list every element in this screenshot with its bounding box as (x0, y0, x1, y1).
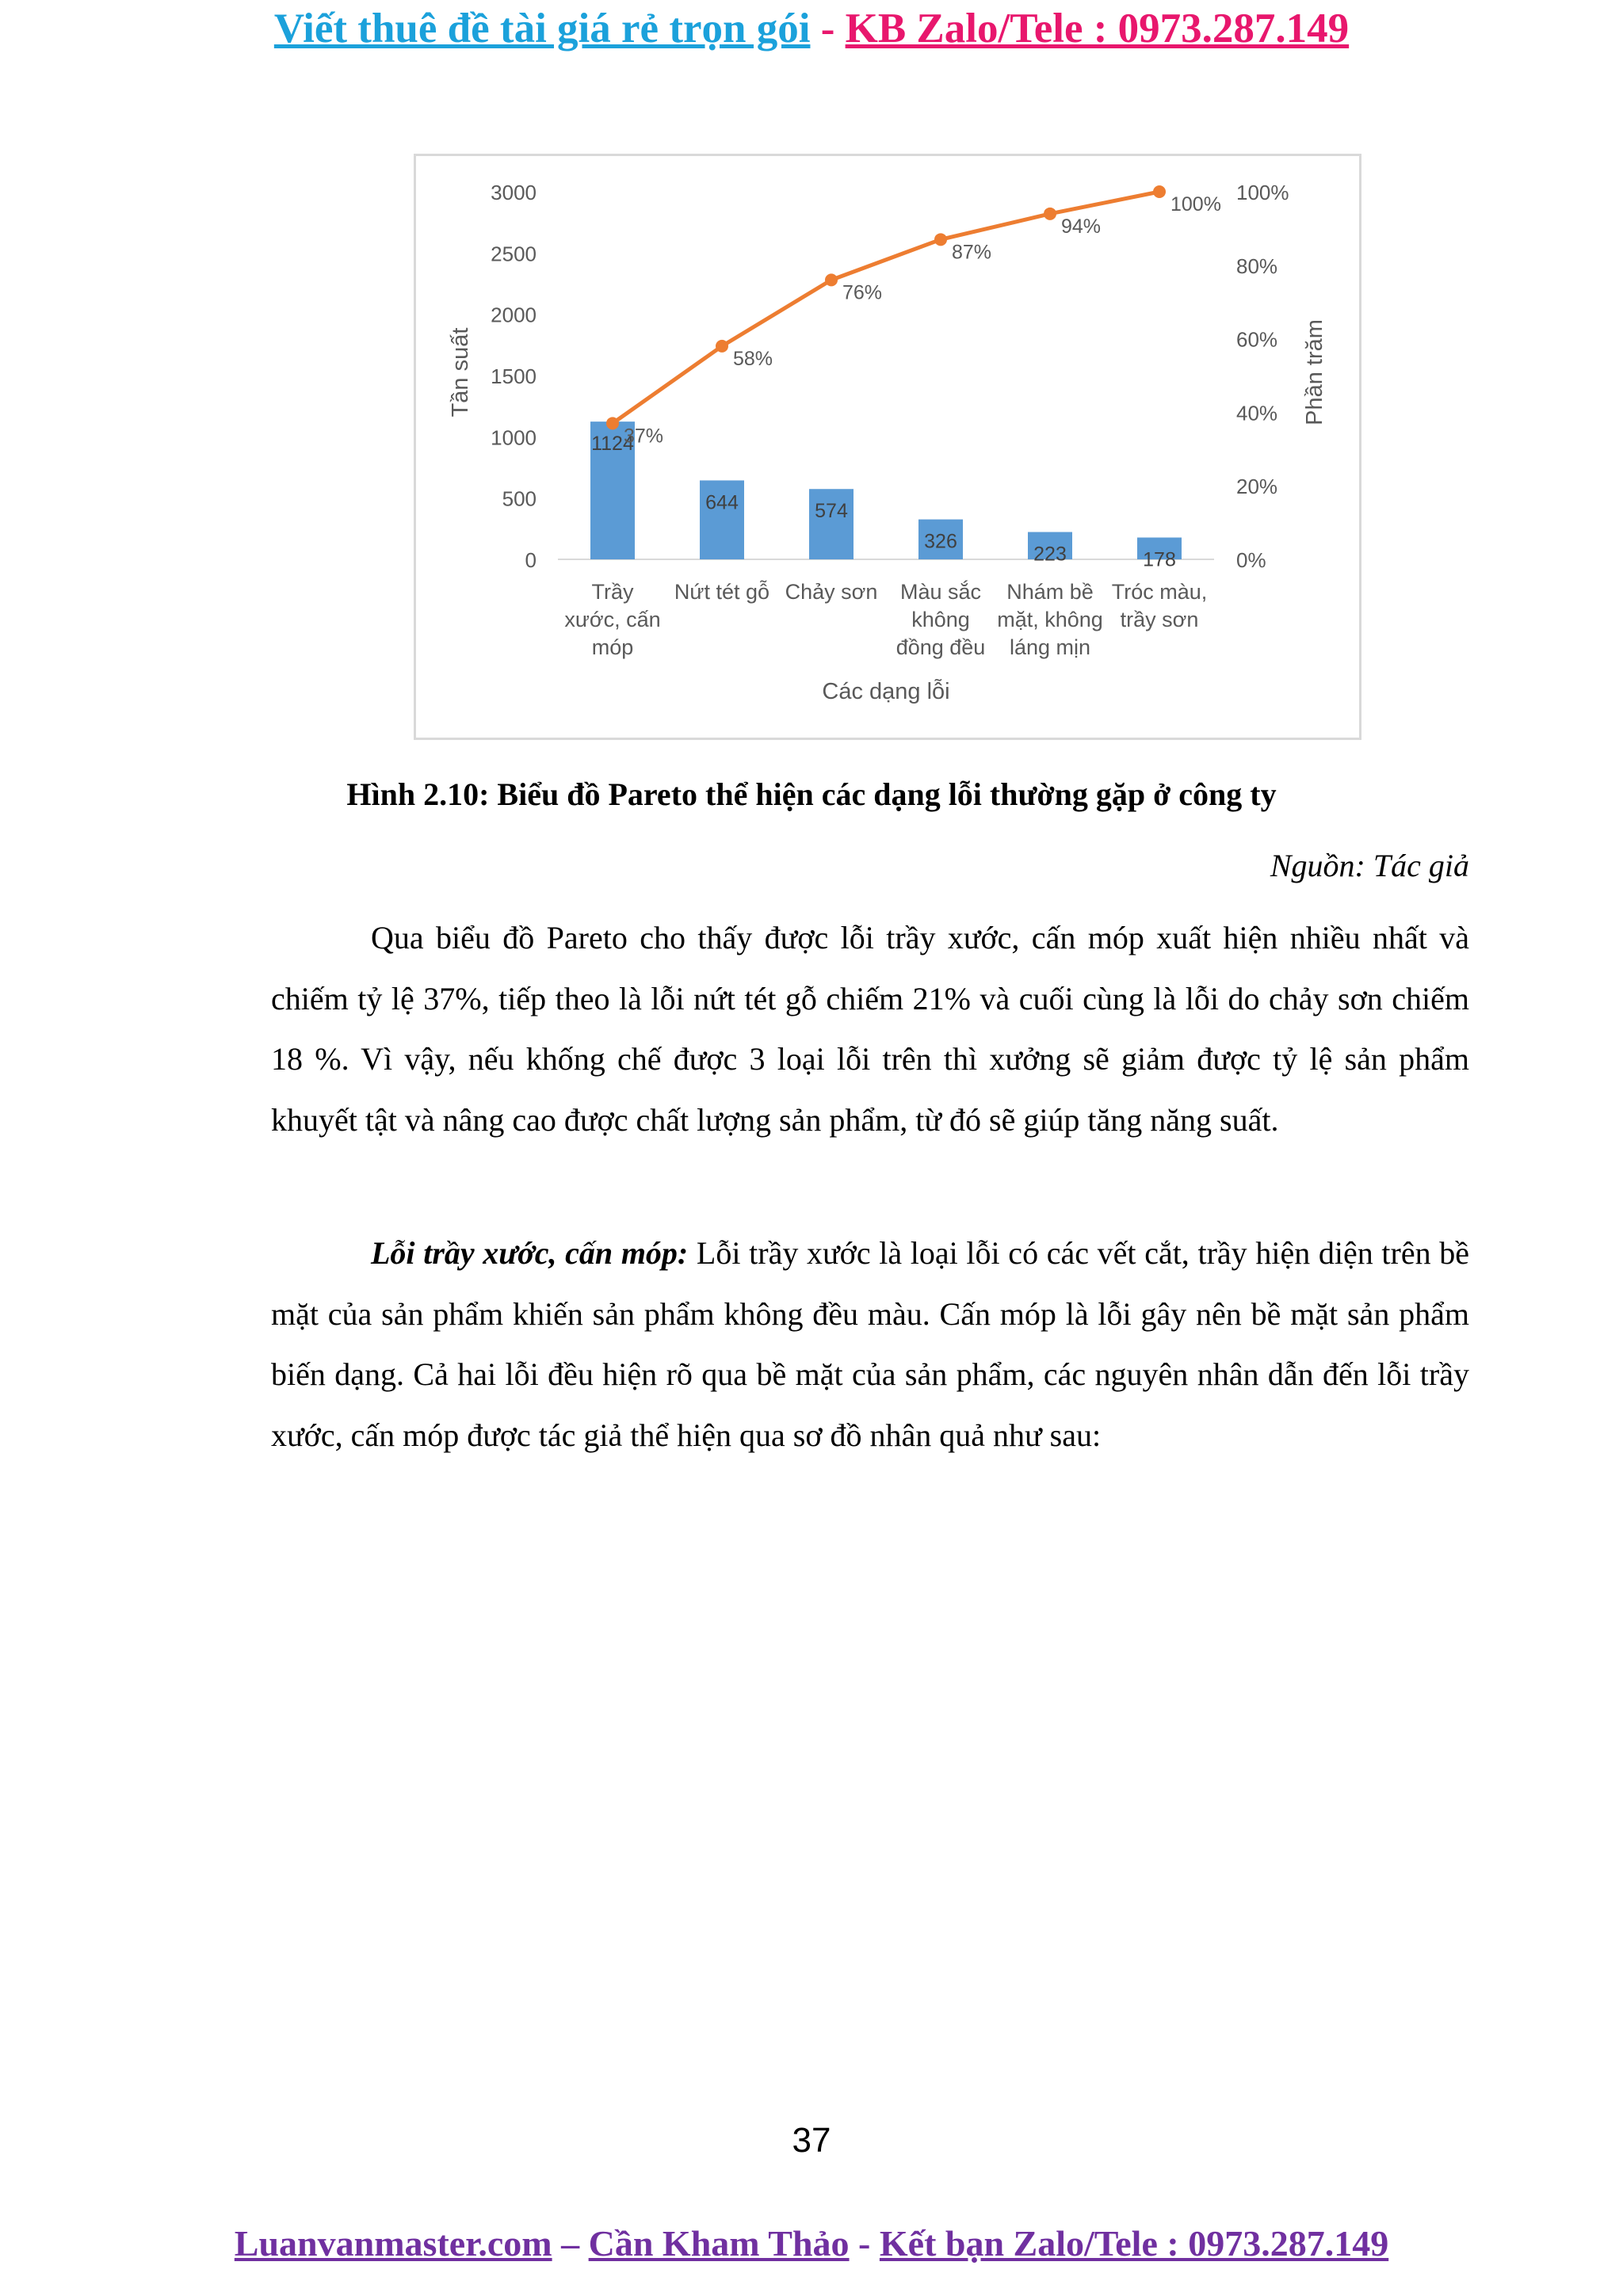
y-tick-label: 2500 (491, 242, 537, 266)
x-category-label: Tróc màu, trầy sơn (1111, 580, 1208, 631)
figure-source: Nguồn: Tác giả (1270, 848, 1469, 883)
y2-tick-label: 0% (1236, 548, 1266, 572)
bar-data-label: 574 (815, 500, 848, 523)
y2-tick-label: 100% (1236, 181, 1289, 204)
line-data-label: 100% (1170, 193, 1221, 215)
paragraph-2 (271, 1223, 1469, 1466)
page-footer (0, 2218, 1623, 2269)
footer-link-site[interactable]: Luanvanmaster.com (234, 2223, 552, 2264)
line-point (716, 340, 728, 353)
y2-tick-label: 20% (1236, 475, 1278, 499)
bar-data-label: 1124 (591, 433, 634, 456)
line-data-label: 58% (733, 347, 773, 370)
bar-data-label: 326 (924, 530, 957, 553)
paragraph-1 (271, 908, 1469, 1150)
y-tick-label: 0 (525, 548, 537, 572)
paragraph-2-lead: Lỗi trầy xước, cấn móp: (371, 1235, 689, 1271)
y2-tick-label: 60% (1236, 327, 1278, 352)
y-tick-label: 500 (502, 486, 537, 511)
x-category-label: Nứt tét gỗ (674, 580, 770, 604)
bar-data-label: 178 (1143, 548, 1176, 571)
line-point (606, 417, 619, 429)
header-link-contact[interactable]: KB Zalo/Tele : 0973.287.149 (845, 6, 1350, 51)
line-data-label: 76% (842, 281, 883, 304)
page-number: 37 (792, 2121, 831, 2160)
header-link-service[interactable]: Viết thuê đề tài giá rẻ trọn gói (273, 6, 811, 51)
footer-link-contact[interactable]: Kết bạn Zalo/Tele : 0973.287.149 (879, 2223, 1389, 2264)
y-tick-label: 3000 (491, 181, 537, 204)
line-data-label: 94% (1061, 215, 1102, 238)
figure-caption: Hình 2.10: Biểu đồ Pareto thể hiện các dạng lỗi thường gặp ở công ty (346, 776, 1277, 812)
y-tick-label: 1000 (491, 425, 537, 450)
footer-link-name[interactable]: Cần Kham Thảo (588, 2223, 850, 2264)
y-tick-label: 1500 (491, 364, 537, 388)
y2-tick-label: 40% (1236, 401, 1278, 425)
x-category-label: Nhám bề mặt, không láng mịn (997, 580, 1103, 659)
line-data-label: 87% (952, 241, 992, 264)
paragraph-1-text: Qua biểu đồ Pareto cho thấy được lỗi trầy xước, cấn móp xuất hiện nhiều nhất và chiếm tỷ lệ 37%, tiếp theo là lỗi nứt tét gỗ chiếm 21% và cuối cùng là lỗi do chảy sơn chiếm 18 %. Vì vậy, nếu khống chế được 3 loại lỗi trên thì xưởng sẽ giảm được tỷ lệ sản phẩm khuyết tật và nâng cao được chất lượng sản phẩm, từ đó sẽ giúp tăng năng suất. (271, 920, 1469, 1138)
paragraph-2-text: Lỗi trầy xước là loại lỗi có các vết cắt, trầy hiện diện trên bề mặt của sản phẩm khiến sản phẩm không đều màu. Cấn móp là lỗi gây nên bề mặt sản phẩm biến dạng. Cả hai lỗi đều hiện rõ qua bề mặt của sản phẩm, các nguyên nhân dẫn đến lỗi trầy xước, cấn móp được tác giả thể hiện qua sơ đồ nhân quả như sau: (271, 1235, 1469, 1453)
footer-separator-1: – (552, 2223, 589, 2264)
line-point (1153, 185, 1166, 198)
line-point (934, 233, 947, 246)
bar-data-label: 644 (705, 491, 739, 514)
x-category-label: Màu sắc không đồng đều (896, 580, 986, 659)
line-point (825, 273, 838, 286)
x-category-label: Trầy xước, cấn móp (564, 580, 661, 659)
line-data-label: 37% (624, 425, 664, 448)
bar-data-label: 223 (1033, 543, 1067, 566)
header-separator: - (810, 6, 846, 51)
y2-axis-title: Phần trăm (1302, 319, 1327, 425)
x-axis-title: Các dạng lỗi (822, 679, 950, 704)
y-axis-title: Tần suất (448, 327, 473, 418)
y2-tick-label: 80% (1236, 254, 1278, 278)
y-tick-label: 2000 (491, 303, 537, 327)
x-category-label: Chảy sơn (785, 580, 878, 604)
line-point (1044, 208, 1056, 220)
footer-separator-2: - (849, 2223, 880, 2264)
pareto-chart (0, 0, 1623, 761)
